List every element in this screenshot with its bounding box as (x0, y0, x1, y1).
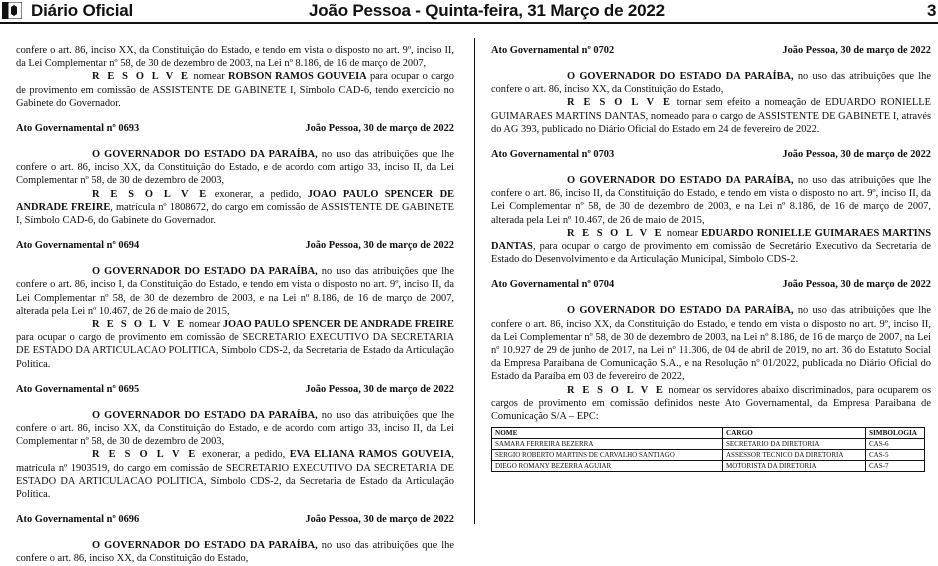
cell-name: DIEGO ROMANY BEZERRA AGUIAR (492, 461, 723, 472)
cell-simbologia: CAS-7 (866, 461, 925, 472)
act-header (491, 44, 931, 57)
act-number: Ato Governamental nº 0693 (16, 123, 140, 135)
act-date: João Pessoa, 30 de março de 2022 (782, 149, 931, 161)
act-resolution: R E S O L V E nomear JOAO PAULO SPENCER DE ANDRADE FREIRE para ocupar o cargo de provimento em comissão de SECRETARIO EXECUTIVO DA SECRETARIA DE ESTADO DA ARTICULACAO POLITICA, Símbolo CDS-2, da Secretaria de Estado da Articulação Política. (16, 319, 454, 370)
paraiba-flag-icon (2, 2, 22, 19)
act-number: Ato Governamental nº 0703 (491, 149, 615, 161)
act-resolution: R E S O L V E nomear ROBSON RAMOS GOUVEIA para ocupar o cargo de provimento em comissão de ASSISTENTE DE GABINETE I, Símbolo CAD-6, tendo exercício no Gabinete do Governador. (16, 71, 454, 109)
act-number: Ato Governamental nº 0704 (491, 279, 615, 291)
masthead (0, 0, 938, 24)
cell-name: SERGIO ROBERTO MARTINS DE CARVALHO SANTIAGO (492, 450, 723, 461)
cell-cargo: SECRETARIO DA DIRETORIA (723, 439, 866, 450)
cell-simbologia: CAS-6 (866, 439, 925, 450)
act-0702 (491, 44, 931, 136)
act-0696 (16, 513, 454, 565)
column-divider (474, 38, 475, 524)
act-number: Ato Governamental nº 0695 (16, 383, 140, 395)
cell-cargo: MOTORISTA DA DIRETORIA (723, 461, 866, 472)
act-date: João Pessoa, 30 de março de 2022 (782, 45, 931, 56)
column-header-cargo: CARGO (723, 428, 866, 439)
act-header (16, 239, 454, 252)
act-header (491, 148, 931, 161)
act-resolution: R E S O L V E nomear os servidores abaixo discriminados, para ocuparem os cargos de provimento em comissão definidos neste Ato Governamental, da Empresa Paraibana de Comunicação S/A – EPC: (491, 384, 931, 423)
act-date: João Pessoa, 30 de março de 2022 (305, 240, 454, 252)
table-row (492, 450, 925, 461)
cell-simbologia: CAS-5 (866, 450, 925, 461)
act-resolution: R E S O L V E exonerar, a pedido, EVA ELIANA RAMOS GOUVEIA, matrícula nº 1903519, do cargo em comissão de SECRETARIO EXECUTIVO DA SECRETARIA DE ESTADO DA ARTICULACAO POLITICA, Símbolo CDS-2, da Secretaria de Estado da Articulação Política. (16, 449, 455, 501)
act-number: Ato Governamental nº 0696 (16, 514, 140, 526)
act-body: confere o art. 86, inciso XX, da Constituição do Estado, e tendo em vista o disposto no art. 9º, inciso II, da Lei Complementar nº 58, de 30 de dezembro de 2003, na Lei nº 8.186, de 16 de março de 2007, (16, 45, 454, 70)
table-row (492, 439, 925, 450)
act-resolution: R E S O L V E nomear EDUARDO RONIELLE GUIMARAES MARTINS DANTAS, para ocupar o cargo de provimento em comissão de Secretário Executivo da Secretaria de Estado do Desenvolvimento e da Articulação Municipal, Símbolo CDS-2. (491, 227, 932, 266)
act-number: Ato Governamental nº 0702 (491, 45, 615, 56)
cell-cargo: ASSESSOR TECNICO DA DIRETORIA (723, 450, 866, 461)
act-body: O GOVERNADOR DO ESTADO DA PARAÍBA, no uso das atribuições que lhe confere o art. 86, inciso II, da Constituição do Estado, e tendo em vista o disposto no art. 9º, inciso II, da Lei Complementar nº 58, de 30 de dezembro de 2003, e na Lei nº 8.186, de 16 de março de 2007, alterada pela Lei nº 10.467, de 26 de maio de 2015, (491, 175, 931, 226)
page-number: 3 (927, 1, 937, 20)
act-resolution: R E S O L V E exonerar, a pedido, JOAO PAULO SPENCER DE ANDRADE FREIRE, matrícula nº 1808672, do cargo em comissão de ASSISTENTE DE GABINETE I, Símbolo CAD-6, do Gabinete do Governador. (16, 188, 455, 227)
left-column (16, 44, 454, 566)
act-header (16, 122, 454, 135)
edition-dateline: João Pessoa - Quinta-feira, 31 Março de 2022 (309, 1, 665, 20)
cell-name: SAMARA FERREIRA BEZERRA (492, 439, 723, 450)
act-continuation (16, 44, 454, 110)
column-header-simbologia: SIMBOLOGIA (866, 428, 925, 439)
act-date: João Pessoa, 30 de março de 2022 (305, 383, 454, 395)
appointees-table (491, 427, 925, 472)
act-body: O GOVERNADOR DO ESTADO DA PARAÍBA, no uso das atribuições que lhe confere o art. 86, inciso XX, da Constituição do Estado, (491, 71, 931, 96)
act-resolution: R E S O L V E tornar sem efeito a nomeação de EDUARDO RONIELLE GUIMARAES MARTINS DANTAS, nomeado para o cargo de ASSISTENTE DE GABINETE I, através do AG 393, publicado no Diário Oficial do Estado em 24 de fevereiro de 2022. (491, 97, 931, 135)
act-header (491, 278, 931, 291)
act-body: O GOVERNADOR DO ESTADO DA PARAÍBA, no uso das atribuições que lhe confere o art. 86, inciso XX, da Constituição do Estado, (16, 540, 454, 565)
act-date: João Pessoa, 30 de março de 2022 (782, 279, 931, 291)
newspaper-title: Diário Oficial (31, 1, 134, 20)
act-0694 (16, 239, 454, 371)
table-header-row (492, 428, 925, 439)
right-column (491, 44, 931, 472)
act-body: O GOVERNADOR DO ESTADO DA PARAÍBA, no uso das atribuições que lhe confere o art. 86, inciso XX, da Constituição do Estado, e de acordo com artigo 33, inciso II, da Lei Complementar nº 58, de 30 de dezembro de 2003, (16, 409, 454, 448)
act-body: O GOVERNADOR DO ESTADO DA PARAÍBA, no uso das atribuições que lhe confere o art. 86, inciso XX, da Constituição do Estado, e de acordo com artigo 33, inciso II, da Lei Complementar nº 58, de 30 de dezembro de 2003, (16, 149, 454, 187)
act-date: João Pessoa, 30 de março de 2022 (305, 123, 454, 135)
act-date: João Pessoa, 30 de março de 2022 (305, 514, 454, 526)
act-header (16, 513, 454, 526)
act-0695 (16, 383, 454, 501)
act-header (16, 383, 454, 396)
column-header-name: NOME (492, 428, 723, 439)
act-0703 (491, 148, 931, 266)
act-0693 (16, 122, 454, 227)
act-number: Ato Governamental nº 0694 (16, 240, 140, 252)
act-body: O GOVERNADOR DO ESTADO DA PARAÍBA, no uso das atribuições que lhe confere o art. 86, inciso I, da Constituição do Estado, e tendo em vista o disposto no art. 9º, inciso II, da Lei Complementar nº 58, de 30 de dezembro de 2003, e na Lei nº 8.186, de 16 de março de 2007, alterada pela Lei nº 10.467, de 26 de maio de 2015, (16, 266, 454, 317)
act-body: O GOVERNADOR DO ESTADO DA PARAÍBA, no uso das atribuições que lhe confere o art. 86, inciso XX, da Constituição do Estado, e tendo em vista o disposto no art. 9º, inciso II, da Lei Complementar nº 58, de 30 de dezembro de 2003, na Lei nº 8.186, de 16 de março de 2007, na Lei nº 10.927 de 29 de junho de 2017, na Lei nº 11.306, de 04 de abril de 2019, no art. 36 do Estatuto Social da Empresa Paraibana de Comunicação S.A., e na Resolução nº 01/2022, publicada no Diário Oficial do Estado da Paraíba em 03 de fevereiro de 2022, (491, 305, 931, 383)
table-row (492, 461, 925, 472)
act-0704 (491, 278, 931, 472)
